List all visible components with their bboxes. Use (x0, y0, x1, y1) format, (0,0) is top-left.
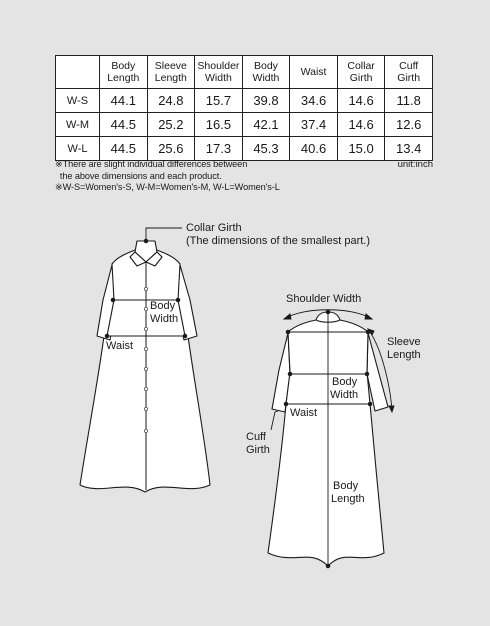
front-body-width-label: Width (150, 313, 179, 325)
sleeve-length-label: Length (387, 349, 421, 361)
size-label: W-M (56, 113, 100, 137)
sleeve-length-label: Sleeve (387, 336, 421, 348)
table-cell: 15.0 (337, 137, 385, 161)
table-cell: 45.3 (242, 137, 290, 161)
back-body-width-label: Body (332, 376, 358, 388)
body-length-label: Body (333, 480, 359, 492)
size-label: W-L (56, 137, 100, 161)
back-skirt (268, 404, 384, 566)
back-waist-label: Waist (290, 407, 318, 419)
header-body-length: Body Length (100, 56, 148, 89)
table-cell: 25.2 (147, 113, 195, 137)
table-cell: 44.5 (100, 137, 148, 161)
unit-label: unit:inch (397, 159, 433, 170)
table-cell: 44.1 (100, 89, 148, 113)
back-body-width-label: Width (330, 389, 359, 401)
cuff-girth-label: Cuff (246, 431, 266, 443)
header-body-width: Body Width (242, 56, 290, 89)
front-skirt (80, 336, 210, 492)
header-collar-girth: Collar Girth (337, 56, 385, 89)
table-cell: 25.6 (147, 137, 195, 161)
header-cuff-girth: Cuff Girth (385, 56, 433, 89)
table-cell: 15.7 (195, 89, 243, 113)
table-cell: 13.4 (385, 137, 433, 161)
table-cell: 44.5 (100, 113, 148, 137)
header-sleeve-length: Sleeve Length (147, 56, 195, 89)
front-dress-illustration (80, 241, 210, 492)
table-cell: 40.6 (290, 137, 338, 161)
table-cell: 24.8 (147, 89, 195, 113)
table-cell: 34.6 (290, 89, 338, 113)
body-length-label: Length (331, 493, 365, 505)
shoulder-width-label: Shoulder Width (286, 293, 362, 305)
size-label: W-S (56, 89, 100, 113)
table-cell: 39.8 (242, 89, 290, 113)
cuff-girth-label: Girth (246, 444, 270, 456)
table-cell: 37.4 (290, 113, 338, 137)
header-shoulder-width: Shoulder Width (195, 56, 243, 89)
header-waist: Waist (290, 56, 338, 89)
collar-girth-label: Collar Girth (186, 222, 242, 234)
table-cell: 12.6 (385, 113, 433, 137)
table-cell: 14.6 (337, 89, 385, 113)
note-line: ※W-S=Women's-S, W-M=Women's-M, W-L=Women's-L (55, 182, 280, 192)
table-cell: 11.8 (385, 89, 433, 113)
table-cell: 14.6 (337, 113, 385, 137)
collar-girth-note: (The dimensions of the smallest part.) (186, 235, 371, 247)
front-body-width-label: Body (150, 300, 176, 312)
table-cell: 42.1 (242, 113, 290, 137)
table-cell: 17.3 (195, 137, 243, 161)
note-line: ※There are slight individual differences between (55, 159, 248, 169)
table-cell: 16.5 (195, 113, 243, 137)
front-waist-label: Waist (106, 340, 134, 352)
note-line: the above dimensions and each product. (55, 170, 222, 181)
back-right-sleeve (367, 333, 388, 411)
